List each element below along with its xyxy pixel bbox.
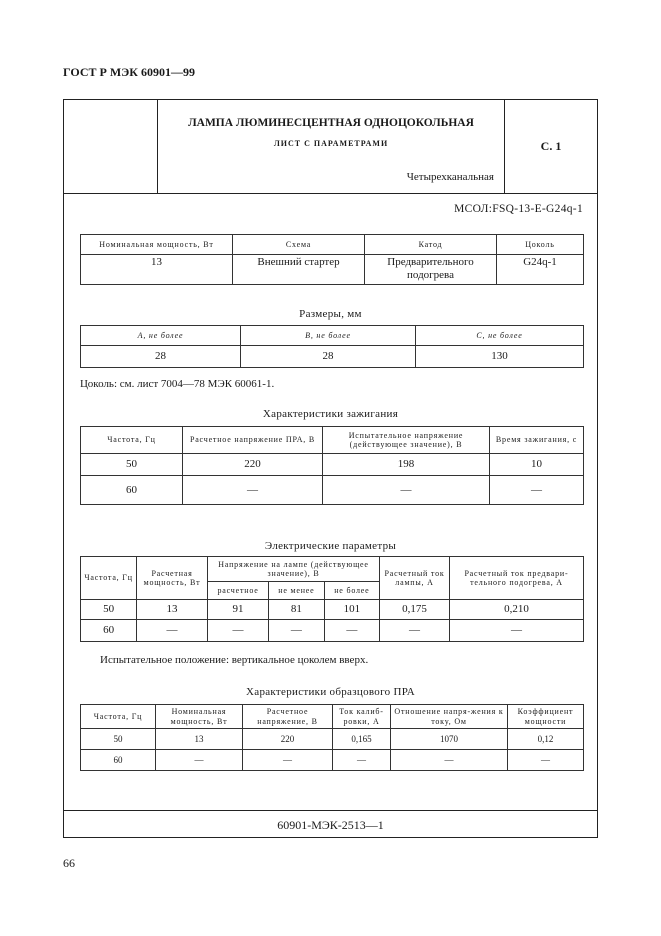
table-header: не более [324, 582, 379, 600]
general-table [80, 234, 584, 285]
table-cell: 13 [137, 600, 208, 620]
mcol-designation: МСОЛ:FSQ-13-E-G24q-1 [454, 203, 583, 215]
table-header: Расчетный ток предвари-тельного подогрева, А [449, 557, 583, 600]
table-cell: 91 [207, 600, 268, 620]
table-cell: 220 [183, 454, 323, 476]
table-cell: — [333, 750, 391, 771]
table-cell: 101 [324, 600, 379, 620]
table-cell: — [380, 620, 450, 642]
table-cell: — [324, 620, 379, 642]
sheet-page-label: С. 1 [540, 139, 562, 153]
table-header: Ток калиб-ровки, А [333, 705, 391, 729]
table-cell: 10 [490, 454, 584, 476]
table-cell: — [490, 476, 584, 505]
table-header: B, не более [241, 326, 416, 346]
table-cell: G24q-1 [497, 255, 584, 285]
table-cell: 0,210 [449, 600, 583, 620]
electrical-title: Электрические параметры [264, 540, 397, 552]
table-cell: — [323, 476, 490, 505]
table-cell: 81 [269, 600, 325, 620]
test-position-note: Испытательное положение: вертикальное цоколем вверх. [100, 654, 369, 666]
sheet-header [64, 100, 597, 194]
header-center-cell [158, 100, 505, 193]
parameter-sheet-frame [63, 99, 598, 838]
table-cell: 198 [323, 454, 490, 476]
sheet-footer-code: 60901-МЭК-2513—1 [277, 818, 384, 832]
table-header: расчетное [207, 582, 268, 600]
table-cell: — [269, 620, 325, 642]
table-cell: 13 [156, 729, 243, 750]
table-header: Схема [233, 235, 365, 255]
table-cell: — [391, 750, 508, 771]
table-cell: Предварительного подогрева [365, 255, 497, 285]
table-header: Напряжение на лампе (действующее значение), В [207, 557, 379, 582]
table-header: Коэффициент мощности [508, 705, 584, 729]
table-header: Испытательное напряжение (действующее значение), В [323, 427, 490, 454]
table-header: Частота, Гц [81, 705, 156, 729]
table-cell: 0,165 [333, 729, 391, 750]
table-header: Катод [365, 235, 497, 255]
table-header: Номинальная мощность, Вт [156, 705, 243, 729]
table-cell: 60 [81, 476, 183, 505]
table-header: Номинальная мощность, Вт [81, 235, 233, 255]
table-cell: 28 [81, 346, 241, 368]
table-cell: — [508, 750, 584, 771]
table-cell: — [183, 476, 323, 505]
table-cell: 1070 [391, 729, 508, 750]
table-header: Расчетный ток лампы, А [380, 557, 450, 600]
table-header: Отношение напря-жения к току, Ом [391, 705, 508, 729]
document-code: ГОСТ Р МЭК 60901—99 [63, 65, 195, 79]
dimensions-table [80, 325, 584, 368]
table-header: Расчетная мощность, Вт [137, 557, 208, 600]
header-left-cell [64, 100, 158, 193]
table-header: Расчетное напряжение, В [243, 705, 333, 729]
ignition-title: Характеристики зажигания [262, 408, 399, 420]
dimensions-title: Размеры, мм [299, 308, 362, 320]
table-cell: 0,175 [380, 600, 450, 620]
table-cell: — [156, 750, 243, 771]
table-cell: — [207, 620, 268, 642]
table-cell: 0,12 [508, 729, 584, 750]
table-cell: 50 [81, 454, 183, 476]
table-cell: 60 [81, 750, 156, 771]
reference-ballast-title: Характеристики образцового ПРА [246, 686, 415, 698]
sheet-title: ЛАМПА ЛЮМИНЕСЦЕНТНАЯ ОДНОЦОКОЛЬНАЯ [188, 117, 474, 129]
table-cell: 50 [81, 729, 156, 750]
table-cell: Внешний стартер [233, 255, 365, 285]
table-header: C, не более [416, 326, 584, 346]
ignition-table [80, 426, 584, 505]
table-header: Частота, Гц [81, 557, 137, 600]
table-cell: 28 [241, 346, 416, 368]
table-cell: 60 [81, 620, 137, 642]
page-number: 66 [63, 856, 75, 870]
table-cell: — [137, 620, 208, 642]
table-cell: 50 [81, 600, 137, 620]
sheet-subtitle: ЛИСТ С ПАРАМЕТРАМИ [273, 139, 389, 148]
table-header: A, не более [81, 326, 241, 346]
table-header: Цоколь [497, 235, 584, 255]
table-cell: — [243, 750, 333, 771]
table-cell: 220 [243, 729, 333, 750]
table-cell: — [449, 620, 583, 642]
electrical-table [80, 556, 584, 642]
lamp-type: Четырехканальная [406, 171, 494, 183]
table-cell: 13 [81, 255, 233, 285]
table-header: Частота, Гц [81, 427, 183, 454]
table-cell: 130 [416, 346, 584, 368]
table-header: не менее [269, 582, 325, 600]
base-note: Цоколь: см. лист 7004—78 МЭК 60061-1. [80, 378, 275, 390]
reference-ballast-table [80, 704, 584, 771]
footer-divider [64, 810, 597, 811]
table-header: Расчетное напряжение ПРА, В [183, 427, 323, 454]
table-header: Время зажигания, с [490, 427, 584, 454]
